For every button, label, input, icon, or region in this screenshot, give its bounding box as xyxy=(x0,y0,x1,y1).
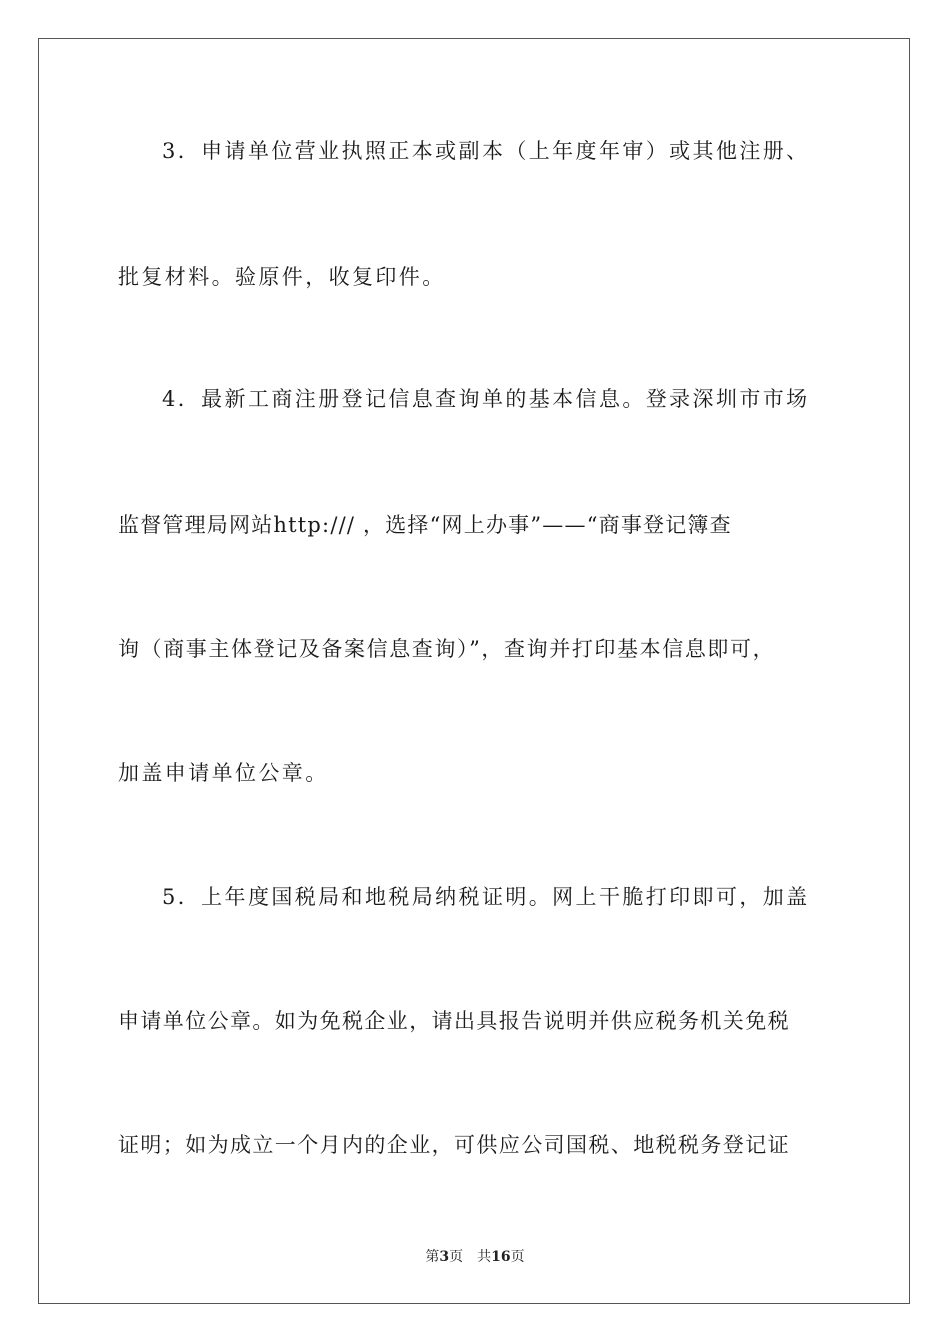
paragraph-4-line-1: 4．最新工商注册登记信息查询单的基本信息。登录深圳市市场 xyxy=(162,387,810,411)
page-border xyxy=(38,38,910,1304)
page-total: 16 xyxy=(491,1249,511,1265)
paragraph-3-line-2: 批复材料。验原件，收复印件。 xyxy=(118,265,446,289)
page-current: 3 xyxy=(439,1249,450,1265)
paragraph-4-line-3: 询（商事主体登记及备案信息查询）”，查询并打印基本信息即可， xyxy=(118,637,776,661)
paragraph-4-line-2: 监督管理局网站http:/// ，选择“网上办事”——“商事登记簿查 xyxy=(118,513,732,537)
paragraph-5-line-1: 5．上年度国税局和地税局纳税证明。网上干脆打印即可，加盖 xyxy=(162,885,810,909)
page-footer xyxy=(0,1248,950,1266)
paragraph-3-line-1: 3．申请单位营业执照正本或副本（上年度年审）或其他注册、 xyxy=(162,139,810,163)
total-unit: 页 xyxy=(510,1249,525,1265)
page-prefix: 第 xyxy=(425,1249,440,1265)
paragraph-5-line-2: 申请单位公章。如为免税企业，请出具报告说明并供应税务机关免税 xyxy=(118,1009,790,1033)
total-prefix: 共 xyxy=(477,1249,492,1265)
page-unit: 页 xyxy=(449,1249,464,1265)
paragraph-4-line-4: 加盖申请单位公章。 xyxy=(118,761,329,785)
paragraph-5-line-3: 证明；如为成立一个月内的企业，可供应公司国税、地税税务登记证 xyxy=(118,1133,790,1157)
